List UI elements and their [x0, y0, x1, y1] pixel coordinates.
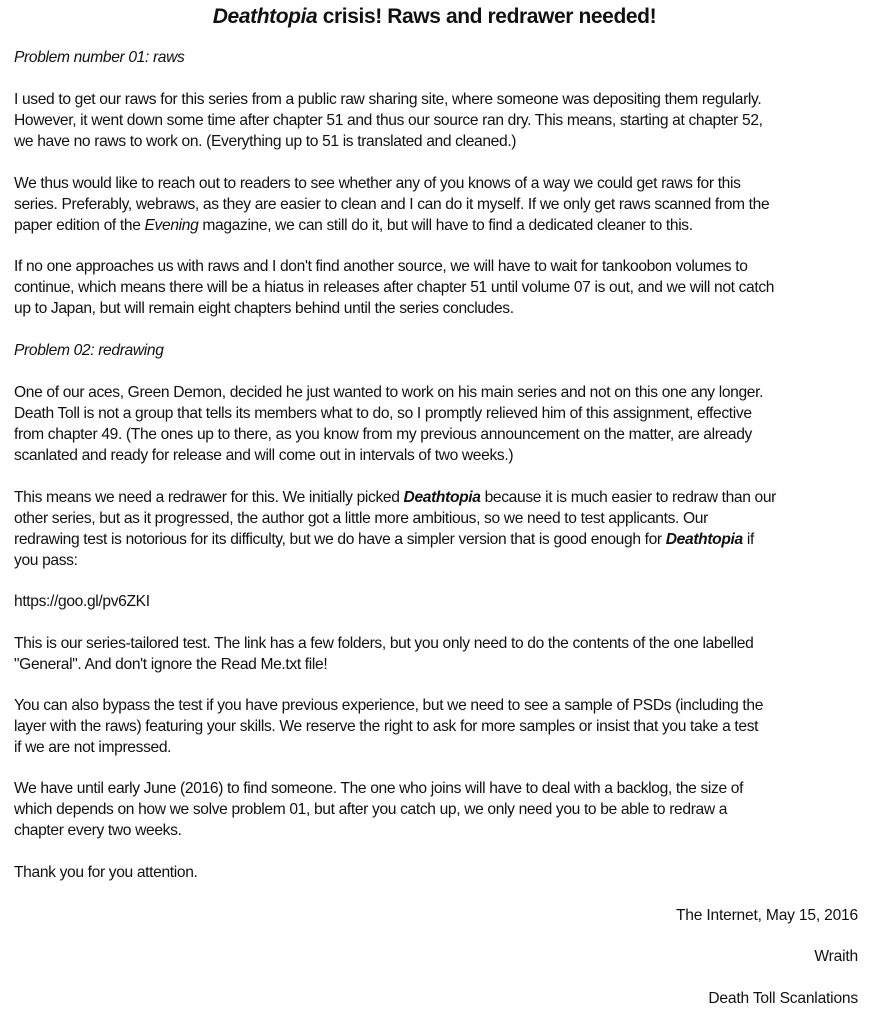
paragraph-line: other series, but as it progressed, the author got a little more ambitious, so we need to test applicants. Our [14, 509, 708, 527]
closing-text: Thank you for you attention. [14, 864, 198, 881]
section-heading-raws [14, 48, 864, 69]
test-link-block [14, 592, 864, 613]
title-series-name: Deathtopia [212, 5, 318, 28]
paragraph-line: continue, which means there will be a hiatus in releases after chapter 51 until volume 07 is out, and we will not catch [14, 278, 775, 296]
paragraph-series-test [14, 634, 864, 676]
text-run: redrawing test is notorious for its difficulty, but we do have a simpler version that is good enough for [14, 530, 666, 548]
signature-name: Wraith [814, 948, 858, 965]
paragraph-line: We thus would like to reach out to readers to see whether any of you knows of a way we could get raws for this [14, 175, 741, 192]
title-text: crisis! Raws and redrawer needed! [317, 5, 657, 28]
paragraph-need-redrawer [14, 488, 864, 572]
paragraph-line: we have no raws to work on. (Everything up to 51 is translated and cleaned.) [14, 132, 517, 150]
signature-place-date: The Internet, May 15, 2016 [675, 907, 858, 924]
paragraph-bypass-test [14, 696, 864, 759]
heading-text: Problem 02: redrawing [14, 342, 164, 359]
series-name: Deathtopia [665, 530, 743, 548]
paragraph-line: you pass: [14, 551, 78, 569]
paragraph-deadline [14, 779, 864, 842]
paragraph-line: "General". And don't ignore the Read Me.txt file! [14, 655, 328, 673]
series-name: Deathtopia [403, 489, 481, 506]
paragraph-line: However, it went down some time after chapter 51 and thus our source ran dry. This means, starting at chapter 52, [14, 111, 763, 129]
text-run: paper edition of the [14, 216, 145, 234]
heading-text: Problem number 01: raws [14, 49, 185, 66]
paragraph-line: up to Japan, but will remain eight chapters behind until the series concludes. [14, 299, 514, 317]
paragraph-line [14, 216, 864, 237]
paragraph-line: series. Preferably, webraws, as they are easier to clean and I can do it myself. If we only get raws scanned from the [14, 195, 770, 213]
text-run: because it is much easier to redraw than our [480, 489, 777, 506]
text-run: magazine, we can still do it, but will have to find a dedicated cleaner to this. [198, 216, 693, 234]
section-heading-redrawing [14, 341, 864, 362]
paragraph-line: We have until early June (2016) to find someone. The one who joins will have to deal with a backlog, the size of [14, 780, 744, 797]
paragraph-line [14, 488, 864, 509]
closing-block [14, 863, 864, 884]
page-title [0, 3, 869, 31]
paragraph-line: layer with the raws) featuring your skills. We reserve the right to ask for more samples or insist that you take a test [14, 717, 759, 735]
paragraph-line: which depends on how we solve problem 01, but after you catch up, we only need you to be able to redraw a [14, 800, 728, 818]
signature-group: Death Toll Scanlations [708, 990, 858, 1007]
paragraph-line: chapter every two weeks. [14, 821, 182, 839]
paragraph-line: scanlated and ready for release and will come out in intervals of two weeks.) [14, 446, 514, 464]
text-run: This means we need a redrawer for this. We initially picked [14, 489, 404, 506]
paragraph-hiatus [14, 257, 864, 320]
magazine-name: Evening [144, 216, 199, 234]
paragraph-line: You can also bypass the test if you have previous experience, but we need to see a sample of PSDs (including the [14, 697, 764, 714]
text-run: if [742, 530, 754, 548]
test-link[interactable]: https://goo.gl/pv6ZKI [14, 593, 150, 610]
paragraph-line [14, 530, 864, 551]
paragraph-line: from chapter 49. (The ones up to there, as you know from my previous announcement on the matter, are already [14, 425, 752, 443]
paragraph-line: If no one approaches us with raws and I don't find another source, we will have to wait for tankoobon volumes to [14, 258, 748, 275]
paragraph-green-demon [14, 383, 864, 467]
paragraph-line: Death Toll is not a group that tells its members what to do, so I promptly relieved him of this assignment, effective [14, 404, 752, 422]
paragraph-line: I used to get our raws for this series from a public raw sharing site, where someone was depositing them regularly. [14, 91, 762, 108]
paragraph-line: This is our series-tailored test. The link has a few folders, but you only need to do the contents of the one labelled [14, 635, 754, 652]
paragraph-line: if we are not impressed. [14, 738, 172, 756]
paragraph-reach-out [14, 174, 864, 237]
paragraph-raws-source [14, 90, 864, 153]
paragraph-line: One of our aces, Green Demon, decided he just wanted to work on his main series and not on this one any longer. [14, 384, 764, 401]
